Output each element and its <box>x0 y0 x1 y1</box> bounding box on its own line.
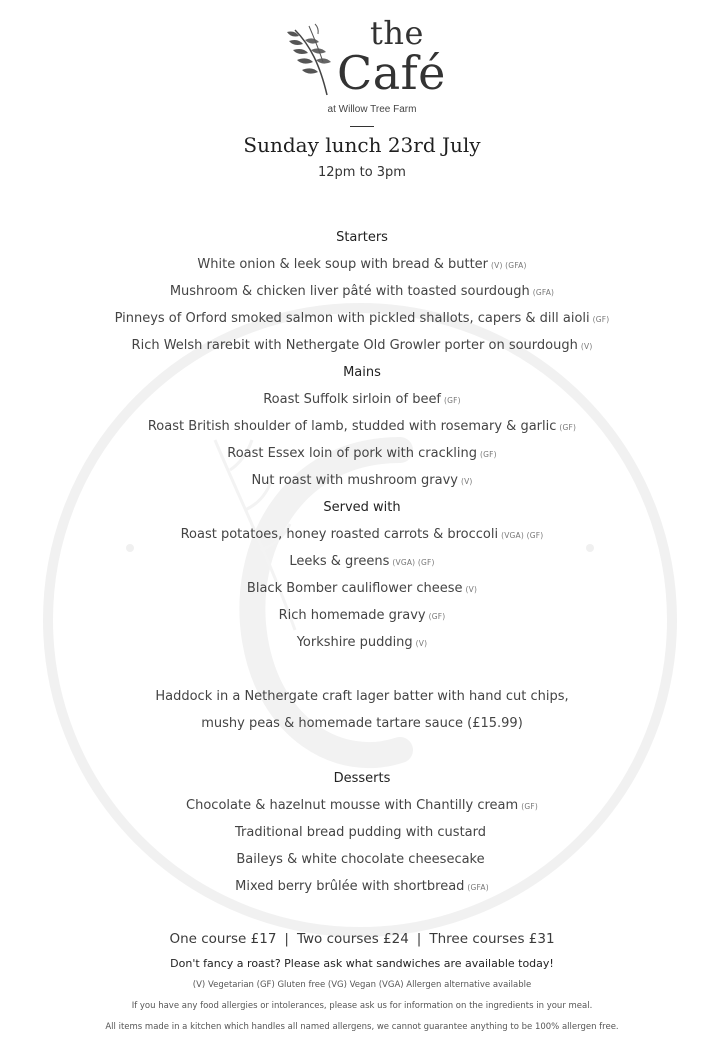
price-two-courses: Two courses £24 <box>296 931 409 947</box>
menu-item-name: Roast Suffolk sirloin of beef <box>263 392 442 407</box>
menu-item-name: Traditional bread pudding with custard <box>234 825 486 840</box>
title-divider <box>350 126 374 127</box>
menu-item <box>0 413 724 440</box>
menu-item <box>0 305 724 332</box>
menu-body <box>0 128 724 1038</box>
dietary-tag: (V) <box>460 477 473 486</box>
starters-heading: Starters <box>336 230 388 245</box>
logo-the-text: the <box>370 14 424 52</box>
menu-item <box>0 792 724 819</box>
menu-item-name: Roast British shoulder of lamb, studded with rosemary & garlic <box>147 419 557 434</box>
menu-item-name: Leeks & greens <box>289 554 390 569</box>
logo-subtitle: at Willow Tree Farm <box>327 104 417 115</box>
special-line-2: mushy peas & homemade tartare sauce (£15.99) <box>201 716 523 731</box>
price-separator: | <box>284 931 289 947</box>
mains-heading: Mains <box>343 365 381 380</box>
menu-item-name: Chocolate & hazelnut mousse with Chantilly cream <box>186 798 519 813</box>
dietary-tag: (GFA) <box>532 288 555 297</box>
menu-item <box>0 251 724 278</box>
menu-item-name: White onion & leek soup with bread & butter <box>197 257 489 272</box>
menu-item <box>0 521 724 548</box>
menu-item <box>0 548 724 575</box>
menu-item <box>0 819 724 846</box>
menu-item-name: Baileys & white chocolate cheesecake <box>236 852 485 867</box>
sandwich-note: Don't fancy a roast? Please ask what sandwiches are available today! <box>170 957 554 970</box>
menu-item <box>0 873 724 900</box>
menu-item-name: Rich Welsh rarebit with Nethergate Old Growler porter on sourdough <box>131 338 578 353</box>
menu-item <box>0 278 724 305</box>
dietary-tag: (VGA) (GF) <box>392 558 435 567</box>
menu-item-name: Yorkshire pudding <box>296 635 413 650</box>
menu-item <box>0 602 724 629</box>
menu-item <box>0 332 724 359</box>
price-separator: | <box>416 931 422 947</box>
price-three-courses: Three courses £31 <box>429 931 555 947</box>
menu-item-name: Pinneys of Orford smoked salmon with pickled shallots, capers & dill aioli <box>114 311 590 326</box>
menu-item-name: Rich homemade gravy <box>278 608 426 623</box>
menu-item <box>0 386 724 413</box>
cafe-logo <box>285 10 445 122</box>
kitchen-disclaimer: All items made in a kitchen which handles all named allergens, we cannot guarantee anything to be 100% allergen free. <box>105 1022 619 1032</box>
service-time: 12pm to 3pm <box>318 165 406 180</box>
dietary-tag: (V) (GFA) <box>491 261 527 270</box>
menu-item-name: Mushroom & chicken liver pâté with toasted sourdough <box>169 284 530 299</box>
dietary-tag: (GF) <box>428 612 446 621</box>
menu-item-name: Nut roast with mushroom gravy <box>251 473 458 488</box>
dietary-tag: (VGA) (GF) <box>501 531 544 540</box>
dietary-tag: (GFA) <box>467 883 489 892</box>
desserts-heading: Desserts <box>333 771 391 786</box>
menu-item <box>0 467 724 494</box>
dietary-tag: (GF) <box>444 396 461 405</box>
price-one-course: One course £17 <box>169 931 277 947</box>
served-with-heading: Served with <box>323 500 401 515</box>
dietary-tag: (GF) <box>479 450 497 459</box>
menu-item <box>0 440 724 467</box>
allergy-note: If you have any food allergies or intolerances, please ask us for information on the ingredients in your meal. <box>131 1001 593 1011</box>
menu-item-name: Roast Essex loin of pork with crackling <box>227 446 477 461</box>
course-pricing <box>0 925 724 953</box>
dietary-tag: (GF) <box>521 802 538 811</box>
menu-item-name: Roast potatoes, honey roasted carrots & broccoli <box>180 527 499 542</box>
dietary-key: (V) Vegetarian (GF) Gluten free (VG) Vegan (VGA) Allergen alternative available <box>192 980 532 990</box>
dietary-tag: (V) <box>415 639 428 648</box>
menu-item <box>0 575 724 602</box>
menu-item-name: Mixed berry brûlée with shortbread <box>235 879 465 894</box>
special-line-1: Haddock in a Nethergate craft lager batter with hand cut chips, <box>155 689 569 704</box>
menu-item <box>0 846 724 873</box>
page-title: Sunday lunch 23rd July <box>243 133 481 157</box>
dietary-tag: (GF) <box>559 423 577 432</box>
logo-cafe-text: Café <box>337 46 446 100</box>
dietary-tag: (GF) <box>592 315 610 324</box>
menu-item-name: Black Bomber cauliflower cheese <box>246 581 463 596</box>
dietary-tag: (V) <box>465 585 478 594</box>
menu-item <box>0 629 724 656</box>
dietary-tag: (V) <box>580 342 593 351</box>
